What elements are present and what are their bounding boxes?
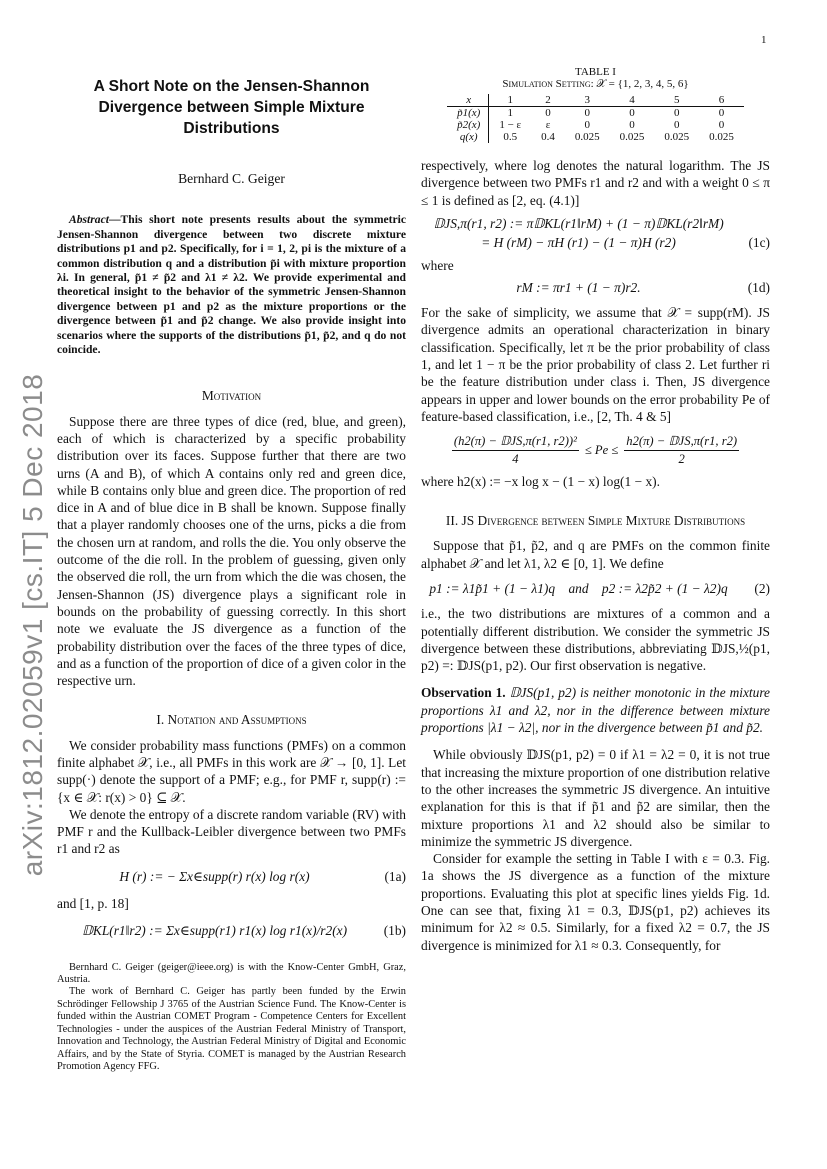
equation-1b — [57, 922, 406, 939]
table-header-cell: 3 — [565, 94, 610, 107]
right-p4: Suppose that p̃1, p̃2, and q are PMFs on the common finite alphabet 𝒳 and let λ1, λ2 ∈ [0, 1]. We define — [421, 538, 770, 571]
table-header-cell: 2 — [531, 94, 565, 107]
right-where: where — [421, 258, 454, 274]
equation-1a-number: (1a) — [384, 868, 406, 884]
observation-text: 𝔻JS(p1, p2) is neither monotonic in the mixture proportions λ1 and λ2, nor in the difference between mixture proportions |λ1 − λ2|, nor in the divergence between p̃1 and p̃2. — [421, 685, 770, 736]
abstract — [57, 213, 406, 357]
bound-lower-denominator: 4 — [512, 452, 519, 467]
table-cell: 0 — [584, 119, 591, 131]
table-cell: 0 — [629, 119, 635, 131]
bound-upper-numerator: h2(π) − 𝔻JS,π(r1, r2) — [624, 433, 739, 451]
equation-2-body: p1 := λ1p̃1 + (1 − λ1)q and p2 := λ2p̃2 + (1 − λ2)q — [429, 580, 728, 596]
equation-2-number: (2) — [754, 580, 770, 596]
equation-1a — [57, 868, 406, 885]
page-number: 1 — [761, 34, 767, 46]
table-cell: 0 — [545, 107, 551, 119]
table-cell: p̃2(x) — [447, 119, 489, 131]
equation-1a-body: H (r) := − Σx∈supp(r) r(x) log r(x) — [119, 868, 310, 884]
paper-title: A Short Note on the Jensen-Shannon Divergence between Simple Mixture Distributions — [93, 78, 370, 137]
table1-label: TABLE I — [575, 66, 616, 78]
table1-caption — [421, 78, 770, 90]
table-header-cell: 6 — [699, 94, 744, 107]
left-column — [57, 76, 406, 1073]
table-header-row — [447, 94, 744, 107]
table-header-cell: 1 — [489, 94, 531, 107]
bound-lower-numerator: (h2(π) − 𝔻JS,π(r1, r2))² — [452, 433, 579, 451]
observation-1 — [421, 684, 770, 736]
equation-1d-body: rM := πr1 + (1 − π)r2. — [516, 279, 641, 295]
bound-middle: ≤ Pe ≤ — [584, 443, 619, 458]
motivation-text: Suppose there are three types of dice (red, blue, and green), each of which is characterized by a specific probability distribution over its faces. Suppose further that there are two urns (A and B), of which A contains only red and green dice, while B contains only blue and green dice. The proportion of red dice in A and of blue dice in B shall be known. Suppose finally that a player randomly chooses one of the urns, picks a die from the chosen urn at random, and rolls the die. You only observe the outcome of the die roll. In the problem of guessing, given only the observed die roll, the urn from which the die was chosen, the Jensen-Shannon (JS) divergence plays a significant role in bounds on the probability of guessing correctly. In this short note we evaluate the JS divergence as a function of the probability distribution over the faces of the three types of dice, and as a function of the proportion of dice of a given color in the respective urn. — [57, 413, 406, 689]
equation-1d-number: (1d) — [747, 279, 770, 295]
bound-upper-denominator: 2 — [678, 452, 685, 467]
equation-1d — [421, 279, 770, 296]
arxiv-stamp — [8, 375, 58, 875]
table-cell: 0 — [629, 107, 635, 119]
error-probability-bounds — [421, 433, 770, 469]
right-column — [421, 66, 770, 954]
table-cell: q(x) — [447, 131, 489, 143]
table-cell: 0.025 — [664, 131, 690, 143]
table-cell: 0 — [584, 107, 591, 119]
equation-2 — [421, 580, 770, 597]
table-cell: 0.025 — [619, 131, 645, 143]
table-header-cell: 4 — [610, 94, 655, 107]
section1-p3: and [1, p. 18] — [57, 896, 129, 912]
equation-1c-number: (1c) — [748, 235, 770, 251]
table1 — [447, 94, 744, 143]
right-p2: For the sake of simplicity, we assume that 𝒳 = supp(rM). JS divergence admits an operational characterization in binary classification. Specifically, let π be the prior probability of class 1, and let 1 − π be the prior probability of class 2. Let further ri be the feature distribution under class i. Then, JS divergence appears in upper and lower bounds on the error probability Pe of feature-based classification, i.e., [2, Th. 4 & 5] — [421, 305, 770, 424]
table1-caption-text: Simulation Setting: 𝒳 = {1, 2, 3, 4, 5, 6} — [502, 78, 689, 90]
section1-heading: I. Notation and Assumptions — [156, 712, 307, 728]
table-header-cell: 5 — [654, 94, 699, 107]
section1-p2: We denote the entropy of a discrete random variable (RV) with PMF r and the Kullback-Leibler divergence between two PMFs r1 and r2 as — [57, 806, 406, 857]
right-p1: respectively, where log denotes the natural logarithm. The JS divergence between two PMFs r1 and r2 and with a weight 0 ≤ π ≤ 1 is defined as [2, eq. (4.1)] — [421, 158, 770, 208]
right-p7: Consider for example the setting in Table I with ε = 0.3. Fig. 1a shows the JS divergence as a function of the mixture proportions. Evaluating this plot at specific lines yields Fig. 1d. One can see that, fixing λ1 = 0.3, 𝔻JS(p1, p2) achieves its minimum for λ2 ≈ 0.5. Similarly, for a fixed λ2 = 0.7, the JS divergence is minimized for λ1 ≈ 0.3. Consequently, for — [421, 851, 770, 953]
abstract-text: —This short note presents results about the symmetric Jensen-Shannon divergence between two discrete mixture distributions p1 and p2. Specifically, for i = 1, 2, pi is the mixture of a common distribution q and a distribution p̃i with mixture proportion λi. In general, p̃1 ≠ p̃2 and λ1 ≠ λ2. We provide experimental and theoretical insight to the behavior of the symmetric Jensen-Shannon divergence between p1 and p2 as the mixture proportions or the divergence between p̃1 and p̃2 change. We also provide insight into scenarios where the supports of the distributions p̃1, p̃2, and q do not coincide. — [57, 213, 406, 356]
table-row — [447, 119, 744, 131]
table-row — [447, 131, 744, 143]
equation-1c-line2-body: = H (rM) − πH (r1) − (1 − π)H (r2) — [481, 235, 676, 251]
table-cell: 0.025 — [709, 131, 734, 143]
table-cell: 0.4 — [541, 131, 555, 143]
abstract-label: Abstract — [69, 213, 109, 227]
footnote-affiliation: Bernhard C. Geiger (geiger@ieee.org) is with the Know-Center GmbH, Graz, Austria. — [57, 961, 406, 986]
table-cell: 0 — [674, 107, 680, 119]
footnote-funding: The work of Bernhard C. Geiger has partly been funded by the Erwin Schrödinger Fellowship J 3765 of the Austrian Science Fund. The Know-Center is funded within the Austrian COMET Program - Competence Centers for Excellent Technologies - under the auspices of the Austrian Federal Ministry of Transport, Innovation and Technology, the Austrian Federal Ministry of Digital and Economic Affairs, and by the State of Styria. COMET is managed by the Austrian Research Promotion Agency FFG. — [57, 986, 406, 1072]
right-p6: While obviously 𝔻JS(p1, p2) = 0 if λ1 = λ2 = 0, it is not true that increasing the mixture proportion of one distribution relative to the other increases the symmetric JS divergence. An intuitive explanation for this is that if p̃1 and p̃2 are similar, then the mixture proportions λ1 and λ2 should also be similar to minimize the symmetric JS divergence. — [421, 747, 770, 849]
table-cell: 0.025 — [574, 131, 600, 143]
table-cell: 1 − ε — [499, 119, 522, 131]
bound-lower-fraction — [452, 433, 579, 469]
table-cell: p̃1(x) — [447, 107, 489, 120]
table-row — [447, 107, 744, 120]
right-p3: where h2(x) := −x log x − (1 − x) log(1 − x). — [421, 473, 660, 489]
table-cell: 0 — [718, 107, 725, 119]
section1-p1: We consider probability mass functions (PMFs) on a common finite alphabet 𝒳, i.e., all PMFs in this work are 𝒳 → [0, 1]. Let supp(·) denote the support of a PMF; e.g., for PMF r, supp(r) := {x ∈ 𝒳: r(x) > 0} ⊆ 𝒳. — [57, 737, 406, 805]
author: Bernhard C. Geiger — [178, 171, 285, 186]
table-cell: ε — [545, 119, 551, 131]
table-cell: 0 — [674, 119, 680, 131]
equation-1c-line2 — [421, 234, 770, 251]
right-p5: i.e., the two distributions are mixtures of a common and a potentially different distribution. We consider the symmetric JS divergence between these distributions, abbreviating 𝔻JS,½(p1, p2) =: 𝔻JS(p1, p2). Our first observation is negative. — [421, 606, 770, 674]
arxiv-stamp-text: arXiv:1812.02059v1 [cs.IT] 5 Dec 2018 — [17, 373, 48, 877]
bound-upper-fraction — [624, 433, 739, 469]
equation-1b-body: 𝔻KL(r1‖r2) := Σx∈supp(r1) r1(x) log r1(x)/r2(x) — [81, 923, 348, 939]
table-cell: 0 — [718, 119, 725, 131]
equation-1c-line1 — [421, 215, 770, 232]
equation-1c-line1-body: 𝔻JS,π(r1, r2) := π𝔻KL(r1‖rM) + (1 − π)𝔻KL(r2‖rM) — [433, 215, 724, 231]
equation-1b-number: (1b) — [383, 923, 406, 939]
motivation-heading: Motivation — [201, 388, 262, 404]
table-cell: 0.5 — [503, 131, 518, 143]
observation-label: Observation 1. — [421, 685, 506, 701]
table-cell: 1 — [507, 107, 513, 119]
table-header-cell: x — [447, 94, 489, 107]
section2-heading: II. JS Divergence between Simple Mixture Distributions — [445, 513, 746, 529]
